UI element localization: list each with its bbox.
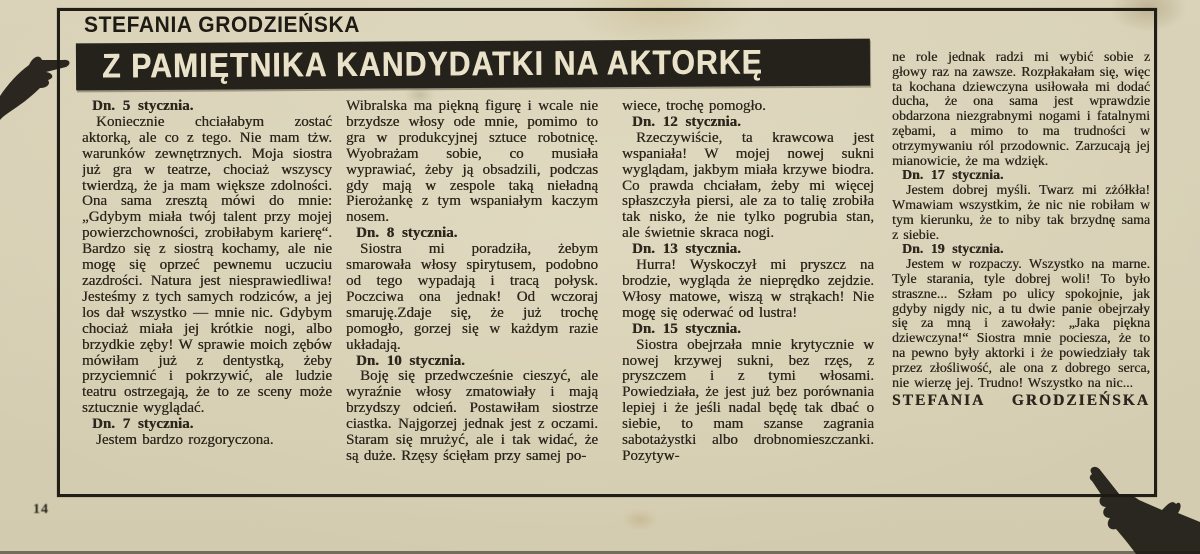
diary-paragraph: Koniecznie chciałabym zostać aktorką, ale co z tego. Nie mam tżw. warunków zewnętrznych. Moja siostra już gra w teatrze, chociaż wszyscy twierdzą, że ja mam większe zdolności. Ona sama zresztą mówi do mnie: „Gdybym miała twój talent przy mojej powierzchowności, zrobiłabym karierę“. Bardzo się z siostrą kochamy, ale nie mogę się oprzeć pewnemu uczuciu zazdrości. Natura jest niesprawiedliwa! Jesteśmy z tych samych rodziców, a jej los dał wszystko — mnie nic. Gdybym chociaż miała jej krótkie nogi, albo brzydkie zęby! W sprawie moich zębów mówiłam już z dentystką, żeby przyciemnić i pokrzywić, ale ludzie teatru ostrzegają, że to ze sceny może sztucznie wyglądać.: [82, 113, 332, 417]
date-heading: Dn. 17 stycznia.: [902, 168, 1004, 184]
date-heading: Dn. 12 stycznia.: [632, 113, 741, 130]
diary-paragraph: Jestem bardzo rozgoryczona.: [96, 432, 274, 449]
diary-paragraph: ne role jednak radzi mi wybić sobie z głowy raz na zawsze. Rozpłakałam się, więc ta kochana dziewczyna usiłowała mi dodać ducha, że ona sama jest wprawdzie obdarzona niezgrabnymi nogami i fatalnymi zębami, a mimo to ma trudności w otrzymywaniu ról przodownic. Zarzucają jej mianowicie, że ma wdzięk.: [892, 51, 1150, 169]
author-header: STEFANIA GRODZIEŃSKA: [84, 13, 361, 38]
signature: STEFANIA GRODZIEŃSKA: [892, 392, 1150, 410]
date-heading: Dn. 15 stycznia.: [632, 320, 741, 337]
text-column-3: [622, 99, 874, 491]
diary-paragraph: Boję się przedwcześnie cieszyć, ale wyraźnie włosy zmatowiały i mają brzydszy odcień. Postawiłam siostrze ciastka. Najgorzej jednak jest z oczami. Staram się mrużyć, ale i tak widać, że są duże. Rzęsy ścięłam przy samej po-: [346, 368, 598, 464]
diary-paragraph: wiece, trochę pomogło.: [622, 99, 766, 114]
article-frame: [57, 8, 1157, 497]
pointing-hand-up-left-icon: [1076, 466, 1200, 554]
diary-paragraph: Siostra obejrzała mnie krytycznie w nowej krzywej sukni, bez rzęs, z pryszczem i z tymi włosami. Powiedziała, że jest już bez porównania lepiej i że jeśli nadal będę tak dbać o siebie, to mam szanse zagrania sabotażystki albo drobnomieszczanki. Pozytyw-: [622, 336, 874, 464]
diary-paragraph: Jestem w rozpaczy. Wszystko na marne. Tyle starania, tyle dobrej woli! To było straszne... Szłam po ulicy spokojnie, jak gdyby nigdy nic, a tu dwie panie obejrzały się za mną i zawołały: „Jaka piękna dziewczyna!“ Siostra mnie pociesza, że to na pewno były aktorki i że powiedziały tak przez złośliwość, ale ona z dobrego serca, nie wierzę jej. Trudno! Wszystko na nic...: [892, 257, 1150, 391]
text-column-2: [346, 99, 598, 491]
diary-paragraph: Jestem dobrej myśli. Twarz mi zżółkła! Wmawiam wszystkim, że nic nie robiłam w tym kierunku, że to niby tak brzydnę sama z siebie.: [892, 183, 1150, 243]
date-heading: Dn. 5 stycznia.: [92, 99, 194, 114]
text-column-1: [82, 99, 332, 491]
date-heading: Dn. 7 stycznia.: [92, 416, 194, 433]
pointing-hand-right-icon: [0, 50, 74, 124]
date-heading: Dn. 10 stycznia.: [356, 352, 465, 369]
date-heading: Dn. 13 stycznia.: [632, 241, 741, 258]
date-heading: Dn. 19 stycznia.: [902, 242, 1004, 258]
diary-paragraph: Rzeczywiście, ta krawcowa jest wspaniała! W mojej nowej sukni wyglądam, jakbym miała krzywe biodra. Co prawda chciałam, żeby mi więcej spłaszczyła piersi, ale za to talię zrobiła tak nisko, że nie tylko pogrubia stan, ale świetnie skraca nogi.: [622, 129, 874, 242]
page-number: 14: [33, 502, 49, 517]
title-banner: [76, 39, 870, 91]
diary-paragraph: Siostra mi poradziła, żebym smarowała włosy spirytusem, podobno od tego wypadają i tracą połysk. Poczciwa ona jednak! Od wczoraj smaruję.Zdaje się, że już trochę pomogło, gorzej się w każdym razie układają.: [346, 241, 598, 353]
text-column-4: [892, 51, 1150, 493]
diary-paragraph: Hurra! Wyskoczył mi pryszcz na brodzie, wygląda że nieprędko zejdzie. Włosy matowe, wiszą w strąkach! Nie mogę się oderwać od lustra!: [622, 257, 874, 321]
article-title: Z PAMIĘTNIKA KANDYDATKI NA AKTORKĘ: [101, 43, 763, 86]
diary-paragraph: Wibralska ma piękną figurę i wcale nie brzydsze włosy ode mnie, pomimo to gra w produkcyjnej sztuce robotnicę. Wyobrażam sobie, co musiała wyprawiać, żeby ją obsadzili, podczas gdy mają w zespole taką nieładną Pierożankę z tym wspaniałym kaczym nosem.: [346, 99, 598, 226]
date-heading: Dn. 8 stycznia.: [356, 225, 458, 242]
